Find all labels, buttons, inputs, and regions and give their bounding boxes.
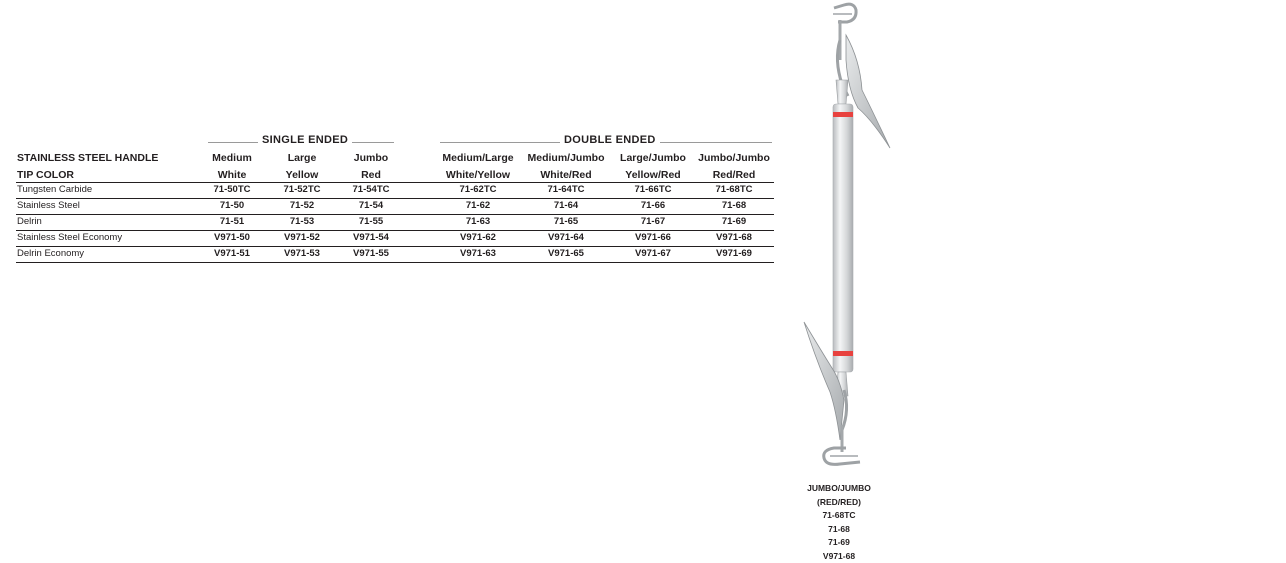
cell: 71-68: [694, 200, 774, 211]
table-row: [16, 246, 774, 263]
col-header-color: White: [202, 169, 262, 181]
cell: V971-54: [341, 232, 401, 243]
col-header-size: Medium: [202, 152, 262, 164]
cell: 71-50: [202, 200, 262, 211]
col-header-size: Jumbo: [341, 152, 401, 164]
cell: V971-66: [613, 232, 693, 243]
cell: 71-67: [613, 216, 693, 227]
cell: 71-54: [341, 200, 401, 211]
cell: 71-65: [524, 216, 608, 227]
cell: 71-64: [524, 200, 608, 211]
cell: 71-62TC: [438, 184, 518, 195]
cell: 71-62: [438, 200, 518, 211]
top-color-band: [833, 112, 853, 117]
double-ended-label: DOUBLE ENDED: [560, 134, 660, 146]
double-ended-header: [440, 134, 772, 150]
row-label: Stainless Steel Economy: [17, 232, 122, 243]
cell: V971-50: [202, 232, 262, 243]
tip-color-label: TIP COLOR: [17, 169, 74, 181]
col-header-color: Red: [341, 169, 401, 181]
col-header-size: Medium/Jumbo: [524, 152, 608, 164]
caption-line: 71-68: [800, 523, 878, 537]
bottom-wire-loop: [824, 425, 860, 464]
col-header-color: Yellow: [272, 169, 332, 181]
row-label: Stainless Steel: [17, 200, 80, 211]
cell: 71-51: [202, 216, 262, 227]
double-ended-instrument-illustration: [800, 0, 895, 475]
top-ferrule: [836, 80, 848, 104]
cell: 71-69: [694, 216, 774, 227]
cell: 71-68TC: [694, 184, 774, 195]
cell: V971-64: [524, 232, 608, 243]
col-header-size: Jumbo/Jumbo: [694, 152, 774, 164]
cell: 71-55: [341, 216, 401, 227]
caption-line: (RED/RED): [800, 496, 878, 510]
col-header-color: Yellow/Red: [613, 169, 693, 181]
col-header-color: White/Yellow: [438, 169, 518, 181]
cell: 71-52: [272, 200, 332, 211]
col-header-color: White/Red: [524, 169, 608, 181]
row-label: Delrin: [17, 216, 42, 227]
col-header-size: Large/Jumbo: [613, 152, 693, 164]
cell: V971-53: [272, 248, 332, 259]
cell: V971-65: [524, 248, 608, 259]
cell: V971-67: [613, 248, 693, 259]
col-header-size: Large: [272, 152, 332, 164]
table-row: [16, 230, 774, 246]
caption-line: 71-69: [800, 536, 878, 550]
table-row: [16, 214, 774, 230]
cell: V971-51: [202, 248, 262, 259]
cell: 71-66TC: [613, 184, 693, 195]
col-header-color: Red/Red: [694, 169, 774, 181]
row-label: Delrin Economy: [17, 248, 84, 259]
cell: V971-68: [694, 232, 774, 243]
row-label: Tungsten Carbide: [17, 184, 92, 195]
cell: V971-52: [272, 232, 332, 243]
cell: 71-64TC: [524, 184, 608, 195]
table-row: [16, 198, 774, 214]
caption-line: V971-68: [800, 550, 878, 563]
cell: 71-53: [272, 216, 332, 227]
handle: [833, 104, 853, 372]
single-ended-label: SINGLE ENDED: [258, 134, 352, 146]
cell: 71-50TC: [202, 184, 262, 195]
caption-line: 71-68TC: [800, 509, 878, 523]
cell: 71-66: [613, 200, 693, 211]
cell: V971-63: [438, 248, 518, 259]
cell: 71-63: [438, 216, 518, 227]
cell: 71-52TC: [272, 184, 332, 195]
caption-line: JUMBO/JUMBO: [800, 482, 878, 496]
col-header-size: Medium/Large: [438, 152, 518, 164]
bottom-color-band: [833, 351, 853, 356]
instrument-caption: [800, 482, 878, 563]
cell: V971-55: [341, 248, 401, 259]
cell: V971-62: [438, 232, 518, 243]
handle-label: STAINLESS STEEL HANDLE: [17, 152, 158, 164]
single-ended-header: [208, 134, 394, 150]
product-table: [16, 182, 774, 263]
cell: V971-69: [694, 248, 774, 259]
cell: 71-54TC: [341, 184, 401, 195]
table-row: [16, 182, 774, 198]
